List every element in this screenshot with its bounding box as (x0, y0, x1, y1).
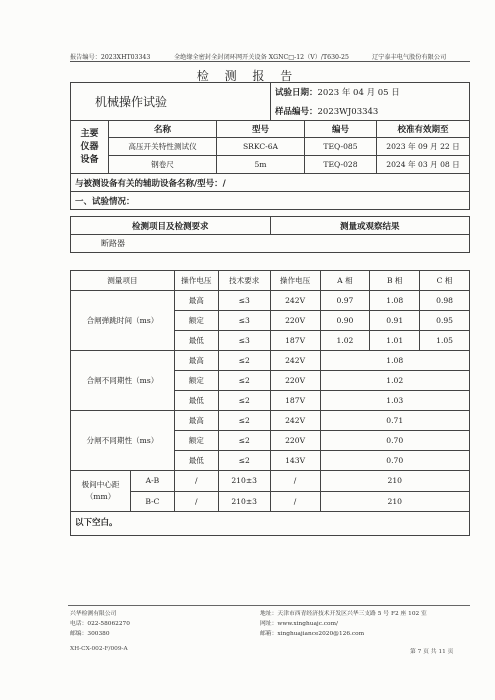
company-name: 辽宁泰丰电气股份有限公司 (372, 54, 447, 61)
header-divider (70, 61, 470, 62)
test-date (271, 83, 470, 102)
test-date-value: 2023 年 04 月 05 日 (317, 88, 400, 99)
test-situation-heading: 一、试验情况： (71, 192, 470, 210)
table-row: 最低 ≤3 187V 1.02 1.01 1.05 (71, 331, 470, 351)
table-row: 高压开关特性测试仪 SRKC-6A TEQ-085 2023 年 09 月 22 日 (71, 138, 470, 156)
opening-async-label: 分闸不同期性（ms） (71, 411, 175, 471)
form-number: XH-CX-002-F/009-A (70, 646, 128, 652)
results-head-left: 检测项目及检测要求 (71, 217, 271, 235)
closing-async-label: 合闸不同期性（ms） (71, 351, 175, 411)
closing-bounce-label: 合闸弹跳时间（ms） (71, 291, 175, 351)
auxiliary-equipment: 与被测设备有关的辅助设备名称/型号：/ (71, 174, 470, 192)
equipment-side-label: 主要 仪器 设备 (71, 121, 109, 174)
document-title: 检 测 报 告 (196, 69, 299, 83)
sample-number-label: 样品编号： (275, 106, 318, 117)
results-columns: 测量项目 操作电压 技术要求 操作电压 A 相 B 相 C 相 (71, 271, 470, 291)
table-row: 最低 ≤2 143V 0.70 (71, 451, 470, 471)
sample-number-value: 2023WJ03343 (317, 106, 379, 117)
table-row: 额定 ≤2 220V 1.02 (71, 371, 470, 391)
equipment-table (70, 120, 470, 210)
lab-address: 地址：天津市西青经济技术开发区兴华三支路 5 号 F2 座 102 室 (260, 611, 427, 617)
table-row: 额定 ≤2 220V 0.70 (71, 431, 470, 451)
results-table-main (70, 270, 470, 536)
equip-header-calibration: 校准有效期至 (377, 121, 470, 138)
results-head-right: 测量或观察结果 (270, 217, 469, 235)
report-number: 报告编号：2023XHT03343 (70, 54, 151, 61)
test-date-label: 试验日期： (275, 88, 318, 99)
lab-website: 网址：www.xinghuajc.com/ (260, 621, 338, 627)
pole-distance-label: 极间中心距 （mm） A-B B-C (71, 471, 175, 512)
equip-header-number: 编号 (305, 121, 377, 138)
table-row: 钢卷尺 5m TEQ-028 2024 年 03 月 08 日 (71, 156, 470, 174)
table-row: 极间中心距 （mm） A-B B-C / 210±3 / 210 (71, 471, 470, 492)
equip-header-model: 型号 (217, 121, 305, 138)
test-info-table (70, 82, 470, 121)
lab-email: 邮箱：xinghuajiance2020@126.com (260, 631, 365, 637)
page-number: 第 7 页 共 11 页 (410, 649, 454, 655)
device-type: 断路器 (71, 235, 470, 253)
equip-header-name: 名称 (109, 121, 217, 138)
results-table (70, 216, 470, 253)
table-row: 分闸不同期性（ms） 最高 ≤2 242V 0.71 (71, 411, 470, 431)
table-row: / 210±3 / 210 (71, 491, 470, 512)
table-row: 额定 ≤3 220V 0.90 0.91 0.95 (71, 311, 470, 331)
lab-name: 兴华检测有限公司 (70, 611, 117, 617)
test-name: 机械操作试验 (71, 83, 271, 121)
table-row: 合闸弹跳时间（ms） 最高 ≤3 242V 0.97 1.08 0.98 (71, 291, 470, 311)
sample-number (271, 102, 470, 121)
lab-phone: 电话：022-58062270 (70, 621, 130, 627)
table-row: 合闸不同期性（ms） 最高 ≤2 242V 1.08 (71, 351, 470, 371)
footer-divider (68, 605, 470, 606)
product-name: 全绝缘全密封全封闭环网开关设备 XGNC□-12（V）/T630-25 (174, 54, 349, 61)
lab-postcode: 邮编：300380 (70, 631, 110, 637)
table-row: 最低 ≤2 187V 1.03 (71, 391, 470, 411)
blank-note: 以下空白。 (71, 512, 470, 536)
